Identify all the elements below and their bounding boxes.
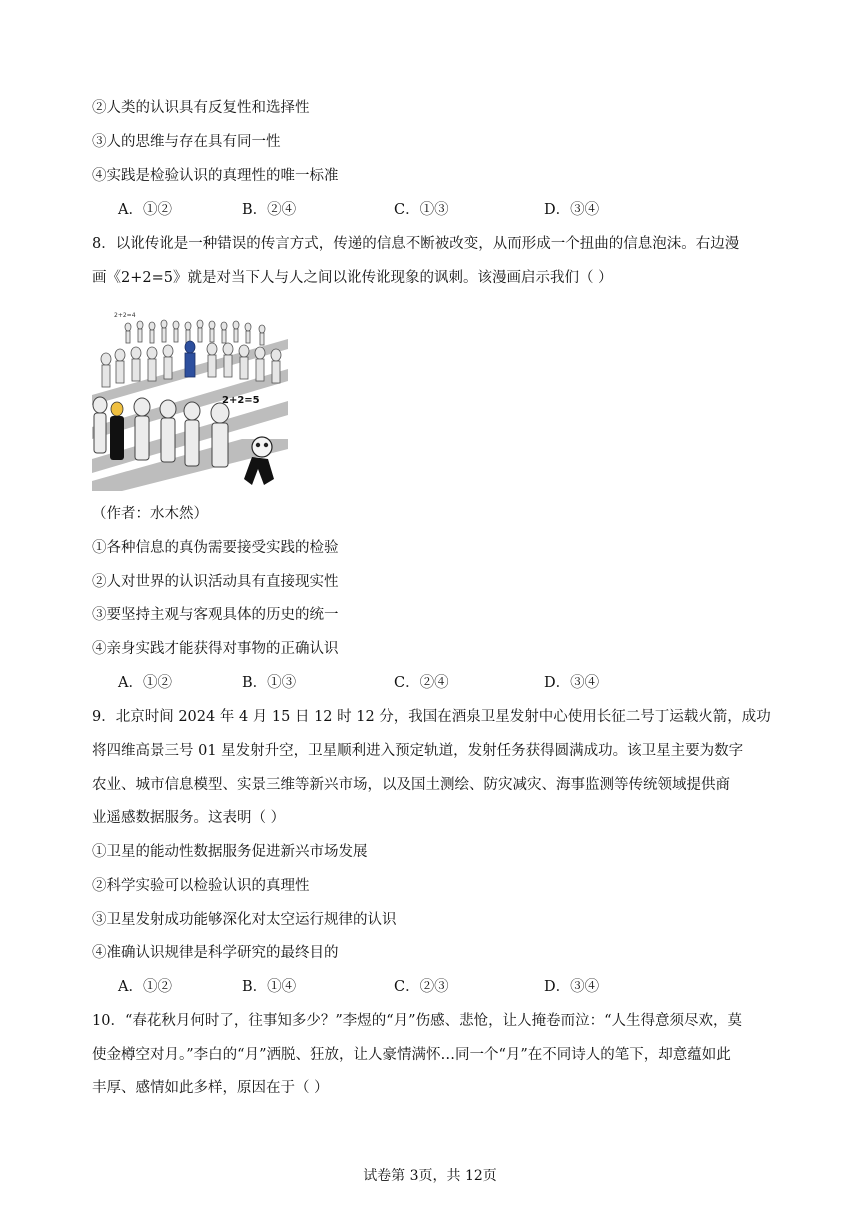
q7-item-4: ④实践是检验认识的真理性的唯一标准 — [92, 168, 339, 184]
comic-caption: （作者：水木然） — [92, 506, 208, 522]
comic-label-title: 2+2=5 — [222, 395, 260, 406]
q9-options — [118, 977, 718, 997]
q7-item-2: ②人类的认识具有反复性和选择性 — [92, 100, 310, 116]
q9-stem-line-3: 农业、城市信息模型、实景三维等新兴市场，以及国土测绘、防灾减灾、海事监测等传统领域提供商 — [92, 777, 730, 793]
q9-item-3: ③卫星发射成功能够深化对太空运行规律的认识 — [92, 912, 397, 928]
q7-option-b: B．②④ — [242, 202, 297, 218]
q10-stem-line-3: 丰厚、感情如此多样，原因在于（ ） — [92, 1080, 329, 1096]
page-footer: 试卷第 3页，共 12页 — [363, 1168, 497, 1184]
q8-item-1: ①各种信息的真伪需要接受实践的检验 — [92, 540, 339, 556]
q9-stem-line-4: 业遥感数据服务。这表明（ ） — [92, 810, 286, 826]
q7-option-c: C．①③ — [394, 202, 449, 218]
q9-item-2: ②科学实验可以检验认识的真理性 — [92, 878, 310, 894]
comic-label-small: 2+2=4 — [114, 312, 136, 319]
comic-image — [92, 309, 288, 491]
q8-stem-line-2: 画《2+2=5》就是对当下人与人之间以讹传讹现象的讽刺。该漫画启示我们（ ） — [92, 270, 613, 286]
q9-stem-line-1: 9．北京时间 2024 年 4 月 15 日 12 时 12 分，我国在酒泉卫星发射中心使用长征二号丁运载火箭，成功 — [92, 709, 771, 725]
q7-item-3: ③人的思维与存在具有同一性 — [92, 134, 281, 150]
q8-item-2: ②人对世界的认识活动具有直接现实性 — [92, 574, 339, 590]
q9-stem-line-2: 将四维高景三号 01 星发射升空，卫星顺利进入预定轨道，发射任务获得圆满成功。该卫星主要为数字 — [92, 743, 744, 759]
q7-options — [118, 200, 718, 220]
q9-option-a: A．①② — [118, 979, 172, 995]
q8-stem-line-1: 8．以讹传讹是一种错误的传言方式，传递的信息不断被改变，从而形成一个扭曲的信息泡沫。右边漫 — [92, 236, 740, 252]
q9-option-b: B．①④ — [242, 979, 297, 995]
q9-option-c: C．②③ — [394, 979, 449, 995]
q7-option-d: D．③④ — [544, 202, 600, 218]
q9-item-1: ①卫星的能动性数据服务促进新兴市场发展 — [92, 844, 368, 860]
q9-option-d: D．③④ — [544, 979, 600, 995]
q8-option-a: A．①② — [118, 675, 172, 691]
q10-stem-line-1: 10．“春花秋月何时了，往事知多少？”李煜的“月”伤感、悲怆，让人掩卷而泣：“人生得意须尽欢，莫 — [92, 1013, 743, 1029]
q8-item-3: ③要坚持主观与客观具体的历史的统一 — [92, 607, 339, 623]
q8-options — [118, 673, 718, 693]
q9-item-4: ④准确认识规律是科学研究的最终目的 — [92, 945, 339, 961]
q8-option-b: B．①③ — [242, 675, 297, 691]
q7-option-a: A．①② — [118, 202, 172, 218]
q8-option-c: C．②④ — [394, 675, 449, 691]
q10-stem-line-2: 使金樽空对月。”李白的“月”洒脱、狂放，让人豪情满怀…同一个“月”在不同诗人的笔下，却意蕴如此 — [92, 1047, 731, 1063]
q8-option-d: D．③④ — [544, 675, 600, 691]
q8-item-4: ④亲身实践才能获得对事物的正确认识 — [92, 641, 339, 657]
